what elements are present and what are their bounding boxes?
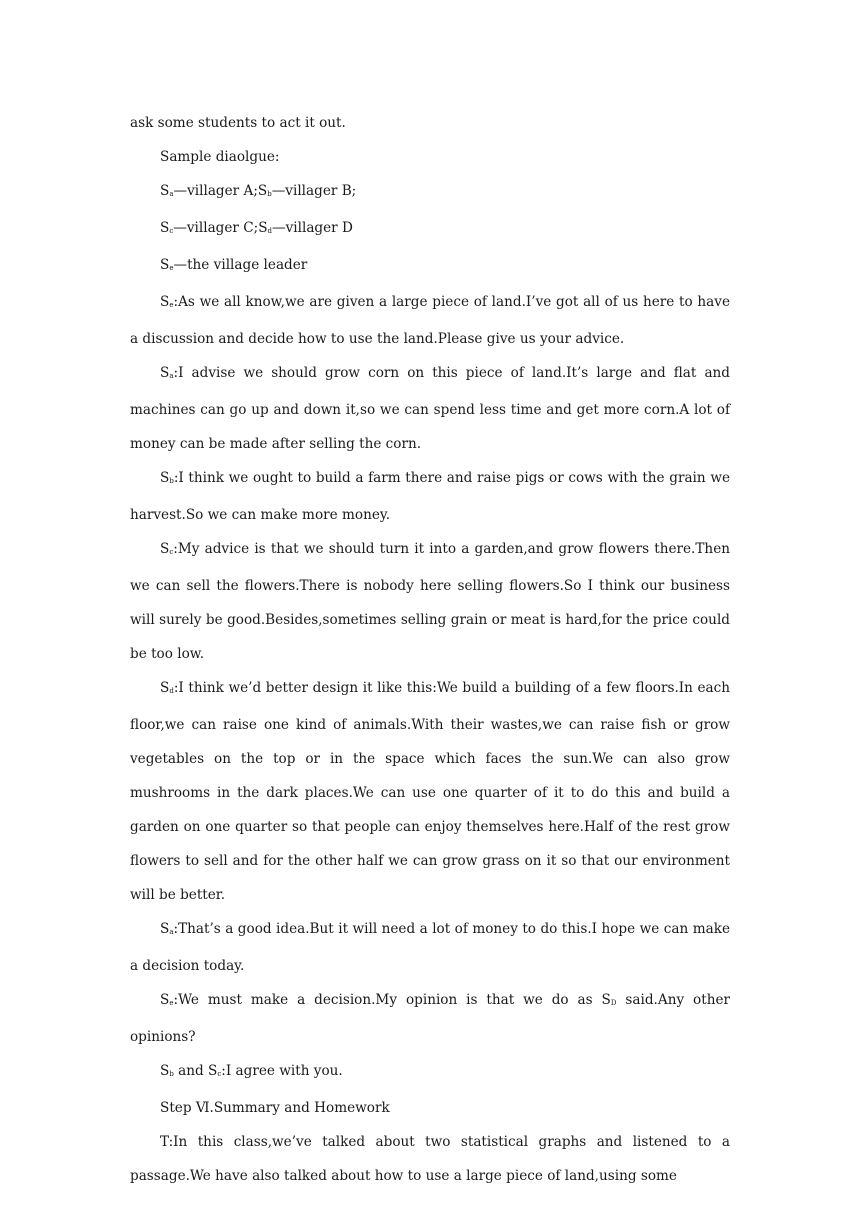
paragraph xyxy=(130,140,730,174)
text-run: —villager D xyxy=(272,220,353,236)
text-run: S xyxy=(160,257,170,273)
speaker-subscript: d xyxy=(169,687,174,695)
paragraph xyxy=(130,912,730,983)
text-run: S xyxy=(160,294,170,310)
text-run: :We must make a decision.My opinion is that we do as S xyxy=(173,992,611,1008)
paragraph xyxy=(130,671,730,912)
speaker-subscript: a xyxy=(169,928,174,936)
text-run: Sample diaolgue: xyxy=(160,149,280,165)
paragraph xyxy=(130,356,730,461)
text-run: and S xyxy=(173,1063,218,1079)
text-run: —the village leader xyxy=(173,257,308,273)
paragraph xyxy=(130,174,730,211)
text-run: S xyxy=(160,183,170,199)
text-run: S xyxy=(160,541,170,557)
speaker-subscript: D xyxy=(610,999,617,1007)
text-run: —villager A;S xyxy=(173,183,268,199)
text-run: S xyxy=(160,680,170,696)
speaker-subscript: c xyxy=(169,227,174,235)
speaker-subscript: b xyxy=(267,190,272,198)
text-run: :As we all know,we are given a large piece of land.I’ve got all of us here to have a discussion and decide how to use the land.Please give us your advice. xyxy=(130,294,730,347)
paragraph xyxy=(130,285,730,356)
paragraph xyxy=(130,106,730,140)
paragraph xyxy=(130,1054,730,1091)
paragraph xyxy=(130,1091,730,1125)
paragraph xyxy=(130,983,730,1054)
text-run: S xyxy=(160,1063,170,1079)
paragraph xyxy=(130,532,730,671)
speaker-subscript: e xyxy=(169,264,174,272)
text-run: ask some students to act it out. xyxy=(130,115,346,131)
text-run: S xyxy=(160,921,170,937)
document-body xyxy=(130,106,730,1193)
text-run: —villager B; xyxy=(271,183,357,199)
speaker-subscript: d xyxy=(267,227,273,235)
speaker-subscript: a xyxy=(169,372,174,380)
paragraph xyxy=(130,248,730,285)
paragraph xyxy=(130,461,730,532)
speaker-subscript: b xyxy=(169,477,174,485)
text-run: —villager C;S xyxy=(173,220,268,236)
text-run: :That’s a good idea.But it will need a lot of money to do this.I hope we can make a decision today. xyxy=(130,921,730,974)
text-run: :I advise we should grow corn on this piece of land.It’s large and flat and machines can go up and down it,so we can spend less time and get more corn.A lot of money can be made after selling the corn. xyxy=(130,365,730,452)
text-run: :I think we ought to build a farm there and raise pigs or cows with the grain we harvest.So we can make more money. xyxy=(130,470,730,523)
text-run: :My advice is that we should turn it into a garden,and grow flowers there.Then we can sell the flowers.There is nobody here selling flowers.So I think our business will surely be good.Besides,sometimes selling grain or meat is hard,for the price could be too low. xyxy=(130,541,730,662)
text-run: S xyxy=(160,470,170,486)
paragraph xyxy=(130,1125,730,1193)
paragraph xyxy=(130,211,730,248)
speaker-subscript: c xyxy=(169,548,174,556)
text-run: :I think we’d better design it like this:We build a building of a few floors.In each floor,we can raise one kind of animals.With their wastes,we can raise fish or grow vegetables on the top or in the space which faces the sun.We can also grow mushrooms in the dark places.We can use one quarter of it to do this and build a garden on one quarter so that people can enjoy themselves here.Half of the rest grow flowers to sell and for the other half we can grow grass on it so that our environment will be better. xyxy=(130,680,730,903)
speaker-subscript: e xyxy=(169,999,174,1007)
speaker-subscript: e xyxy=(169,301,174,309)
text-run: Step Ⅵ.Summary and Homework xyxy=(160,1100,390,1116)
text-run: S xyxy=(160,365,170,381)
speaker-subscript: b xyxy=(169,1070,174,1078)
text-run: S xyxy=(160,220,170,236)
text-run: T:In this class,we’ve talked about two statistical graphs and listened to a passage.We have also talked about how to use a large piece of land,using some xyxy=(130,1134,730,1184)
text-run: S xyxy=(160,992,170,1008)
speaker-subscript: a xyxy=(169,190,174,198)
speaker-subscript: c xyxy=(217,1070,222,1078)
text-run: said.Any other opinions? xyxy=(130,992,731,1045)
text-run: :I agree with you. xyxy=(221,1063,343,1079)
